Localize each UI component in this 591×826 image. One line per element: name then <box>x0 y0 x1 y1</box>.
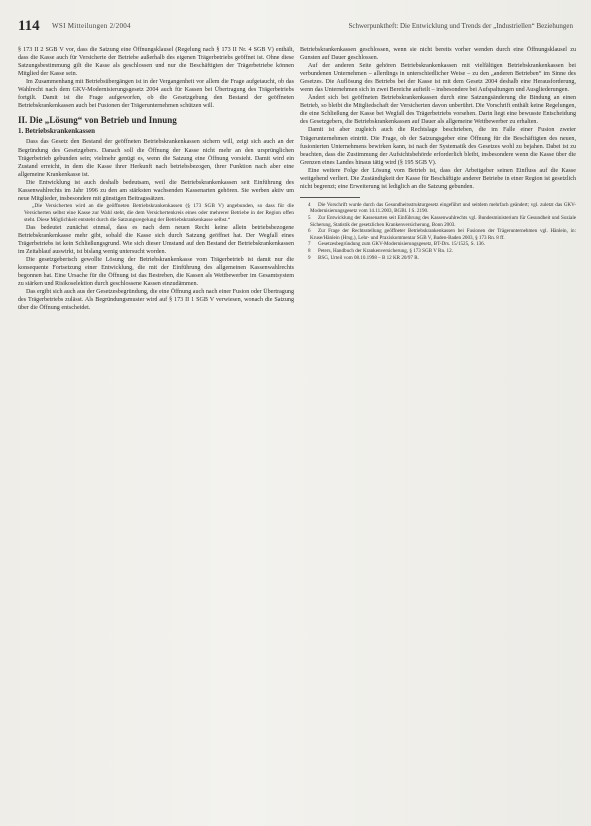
paragraph: Auf der anderen Seite gehören Betriebskrankenkassen mit vielfältigen Betriebskrankenkassen bei verbundenen Unternehmen – allerdings in unterschiedlicher Weise – zu den „anderen Betrieben“ im Sinne des Gesetzes. Die Auflösung des Betriebs bei der Kasse ist mit dem Gesetz 2004 deshalb eine Herausforderung, wenn das Unternehmen sich in zwei Bereiche aufteilt – insbesondere bei Aufspaltungen und Ausgliederungen. <box>300 63 576 94</box>
paragraph: Im Zusammenhang mit Betriebsübergängen ist in der Vergangenheit vor allem die Frage aufgetaucht, ob das Wahlrecht nach dem GKV-Modernisierungsgesetz 2004 auch für Kassen bei Übertragung des Trägerbetriebs fortgilt. Damit ist die Frage aufgeworfen, ob die Gesetzgebung den Bestand der geöffneten Betriebskrankenkassen auch bei Fusionen der Trägerunternehmen schützen will. <box>18 79 294 110</box>
footnote <box>300 241 576 248</box>
right-column <box>300 46 576 261</box>
paragraph: Eine weitere Folge der Lösung vom Betrieb ist, dass der Arbeitgeber seinen Einfluss auf die Kasse weitgehend verliert. Die Zuständigkeit der Kasse für Beschäftigte anderer Betriebe in einer Region ist gesetzlich nicht begrenzt; eine Erweiterung ist lediglich an die Satzung gebunden. <box>300 167 576 190</box>
journal-name: WSI Mitteilungen 2/2004 <box>52 22 131 30</box>
footnote <box>300 215 576 228</box>
footnote-number: 4 <box>308 201 311 208</box>
paragraph: Dass das Gesetz den Bestand der geöffneten Betriebskrankenkassen sichern will, zeigt sich auch an der Begründung des Gesetzgebers. Danach soll die Öffnung der Kasse nicht mehr an den ursprünglichen Trägerbetrieb gebunden sein; vielmehr genügt es, wenn die Satzung eine Öffnung vorsieht. Damit wird ein Zustand erreicht, in dem die Kasse ihrer Herkunft nach betriebsbezogen, ihrer Funktion nach aber eine allgemeine Krankenkasse ist. <box>18 139 294 178</box>
footnote-text: Peters, Handbuch der Krankenversicherung, § 173 SGB V Rn. 12. <box>318 248 453 254</box>
footnotes <box>300 202 576 261</box>
footnote-number: 5 <box>308 215 311 222</box>
footnote-text: Zur Frage der Rechtsstellung geöffneter Betriebskrankenkassen bei Fusionen der Trägerunternehmen vgl. Hänlein, in: Kruse/Hänlein (Hrsg.), Lehr- und Praxiskommentar SGB V, Baden-Baden 2003, § 173 Rn. 8 ff. <box>310 228 576 241</box>
paragraph: Die gesetzgeberisch gewollte Lösung der Betriebskrankenkasse vom Trägerbetrieb ist damit nur die konsequente Fortsetzung einer Entwicklung, die mit der Einführung des allgemeinen Kassenwahlrechts begonnen hat. Eine Ursache für die Öffnung ist das Bestreben, die Kassen als Wettbewerber im Gesamtsystem zu stärken und Risikoselektion durch geschlossene Kassen einzudämmen. <box>18 257 294 288</box>
paragraph: Die Entwicklung ist auch deshalb bedeutsam, weil die Betriebskrankenkassen seit Einführung des Kassenwahlrechts im Jahr 1996 zu den am stärksten wachsenden Kassenarten gehören. Sie werben aktiv um neue Mitglieder, insbesondere mit günstigen Beitragssätzen. <box>18 179 294 202</box>
paragraph: Das bedeutet zunächst einmal, dass es nach dem neuen Recht keine allein betriebsbezogene Betriebskrankenkasse mehr gibt, sobald die Kasse sich durch Satzung geöffnet hat. Der Wegfall eines Trägerbetriebs ist kein Schließungsgrund. Wie sich dieser Umstand auf den Bestand der Betriebskrankenkassen im Zeitablauf auswirkt, ist bislang wenig untersucht worden. <box>18 224 294 255</box>
subsection-heading: 1. Betriebskrankenkassen <box>18 127 96 136</box>
footnote-number: 7 <box>308 241 311 248</box>
paragraph: Ändert sich bei geöffneten Betriebskrankenkassen durch eine Satzungsänderung die Bindung an einen Betrieb, so bleibt die Mitgliedschaft der Versicherten davon unberührt. Die Vorschrift enthält keine Regelungen, die eine Schließung der Kasse bei Wegfall des Trägerbetriebs vorsehen. Darin liegt eine bewusste Entscheidung des Gesetzgebers, die Betriebskrankenkassen auf Dauer als allgemeine Wettbewerber zu erhalten. <box>300 95 576 126</box>
paragraph: Damit ist aber zugleich auch die Rechtslage beschrieben, die im Falle einer Fusion zweier Trägerunternehmen eintritt. Die Frage, ob der Satzungsgeber eine Öffnung für die Beschäftigten des neuen, fusionierten Unternehmens bewirken kann, ist nach der Systematik des Gesetzes wohl zu bejahen. Dabei ist zu beachten, dass die Zustimmung der Aufsichtsbehörde erforderlich bleibt, insbesondere wenn die Kasse über die Grenzen eines Landes hinaus tätig wird (§ 195 SGB V). <box>300 127 576 166</box>
paragraph: Das ergibt sich auch aus der Gesetzesbegründung, die eine Öffnung auch nach einer Fusion oder Übertragung des Trägerbetriebs zulässt. Als Begründungsmuster wird auf § 173 II 1 SGB V verwiesen, wonach die Satzung über die Öffnung entscheidet. <box>18 289 294 312</box>
left-column <box>18 46 294 312</box>
page-header <box>0 18 591 40</box>
footnote <box>300 248 576 255</box>
paragraph: § 173 II 2 SGB V vor, dass die Satzung eine Öffnungsklausel (Regelung nach § 173 II Nr. 4 SGB V) enthält, dass die Kasse auch für Versicherte der Betriebe außerhalb des eigenen Trägerbetriebs geöffnet ist. Ohne diese Satzungsbestimmung gilt die Kasse als geschlossen und nur die Beschäftigten der Trägerbetriebe können Mitglied der Kasse sein. <box>18 47 294 78</box>
running-head: Schwerpunktheft: Die Entwicklung und Trends der „Industriellen“ Beziehungen <box>348 22 573 30</box>
footnote-text: Die Vorschrift wurde durch das Gesundheitsstrukturgesetz eingeführt und seitdem mehrfach geändert; vgl. zuletzt das GKV-Modernisierungsgesetz vom 14.11.2003, BGBl. I S. 2190. <box>310 201 576 215</box>
section-heading: II. Die „Lösung“ von Betrieb und Innung <box>18 115 177 126</box>
footnote <box>300 228 576 241</box>
footnote-number: 9 <box>308 254 311 261</box>
footnote <box>300 202 576 215</box>
footnote-number: 6 <box>308 228 311 235</box>
footnote-text: BSG, Urteil vom 08.10.1998 – B 12 KR 20/97 R. <box>318 254 419 261</box>
footnote <box>300 255 576 262</box>
page-number: 114 <box>18 18 40 34</box>
footnote-number: 8 <box>308 248 311 254</box>
block-quote: „Die Versicherten wird an die geöffneten Betriebskrankenkassen (§ 173 SGB V) angebunden, so dass für die Versicherten selbst eine Kasse zur Wahl steht, die dem Versichertenkreis eines oder mehrerer Betriebe in der Region offen steht. Diese Möglichkeit entsteht durch die Satzungsregelung der Betriebskrankenkasse selbst.“ <box>24 202 294 223</box>
footnote-divider <box>300 197 360 198</box>
footnote-text: Gesetzesbegründung zum GKV-Modernisierungsgesetz, BT-Drs. 15/1525, S. 136. <box>318 241 485 248</box>
footnote-text: Zur Entwicklung der Kassenarten seit Einführung des Kassenwahlrechts vgl. Bundesministerium für Gesundheit und Soziale Sicherung, Statistik der gesetzlichen Krankenversicherung, Bonn 2003. <box>310 215 576 228</box>
paragraph: Betriebskrankenkassen geschlossen, wenn sie nicht bereits vorher wenden durch eine Öffnungsklausel zu Gunsten auf Dauer geschlossen. <box>300 47 576 62</box>
